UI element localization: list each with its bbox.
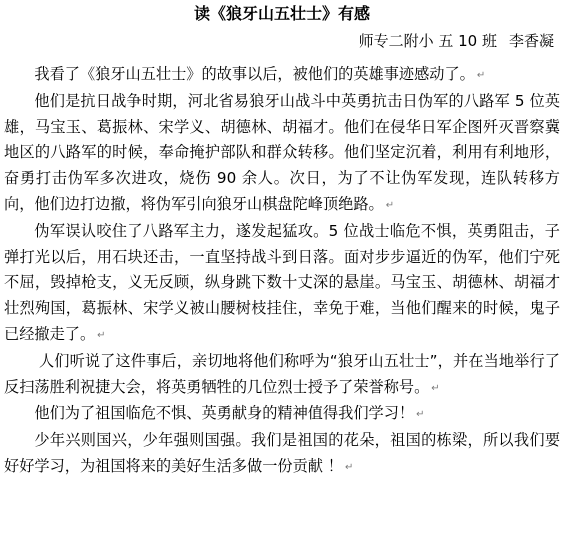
byline xyxy=(359,30,554,52)
paragraph-4-text: 人们听说了这件事后，亲切地将他们称呼为“狼牙山五壮士”，并在当地举行了反扫荡胜利祝捷大会，将英勇牺牲的几位烈士授予了荣誉称号。 xyxy=(4,351,560,396)
author-name: 李香凝 xyxy=(508,32,554,50)
paragraph-3 xyxy=(4,219,560,349)
school-class: 师专二附小 五 10 班 xyxy=(358,32,497,50)
paragraph-6-text: 少年兴则国兴，少年强则国强。我们是祖国的花朵，祖国的栋梁，所以我们要好好学习，为祖国将来的美好生活多做一份贡献 ！ xyxy=(4,431,560,475)
paragraph-2-text: 他们是抗日战争时期，河北省易狼牙山战斗中英勇抗击日伪军的八路军 5 位英雄，马宝玉、葛振林、宋学义、胡德林、胡福才。他们在侵华日军企图歼灭晋察冀地区的八路军的时候，奉命掩护部队和群众转移。他们坚定沉着，利用有利地形，奋勇打击伪军多次进攻，烧伤 90 余人。次日，为了不让伪军发现，连队转移方向，他们边打边撤，将伪军引向狼牙山棋盘陀峰顶绝路。 xyxy=(4,91,560,213)
paragraph-1-text: 我看了《狼牙山五壮士》的故事以后，被他们的英雄事迹感动了。 xyxy=(34,65,475,83)
paragraph-6 xyxy=(4,428,560,481)
paragraph-mark-icon: ↵ xyxy=(431,382,440,394)
paragraph-4 xyxy=(4,349,560,402)
paragraph-5 xyxy=(4,401,560,428)
paragraph-mark-icon: ↵ xyxy=(476,70,486,81)
paragraph-mark-icon: ↵ xyxy=(416,409,425,421)
paragraph-mark-icon: ↵ xyxy=(97,329,106,341)
paragraph-mark-icon: ↵ xyxy=(385,199,395,211)
essay-title: 读《狼牙山五壮士》有感 xyxy=(193,4,370,23)
paragraph-2 xyxy=(4,89,560,219)
paragraph-5-text: 他们为了祖国临危不惧、英勇献身的精神值得我们学习！ xyxy=(34,404,415,423)
essay-body xyxy=(4,62,560,481)
paragraph-mark-icon: ↵ xyxy=(344,461,354,473)
paragraph-3-text: 伪军误认咬住了八路军主力，遂发起猛攻。5 位战士临危不惧，英勇阻击，子弹打光以后，用石块还击，一直坚持战斗到日落。面对步步逼近的伪军，他们宁死不屈，毁掉枪支，义无反顾，纵身跳下数十丈深的悬崖。马宝玉、胡德林、胡福才壮烈殉国，葛振林、宋学义被山腰树枝挂住，幸免于难，当他们醒来的时候，鬼子已经撤走了。 xyxy=(4,221,560,343)
paragraph-1 xyxy=(4,62,560,89)
